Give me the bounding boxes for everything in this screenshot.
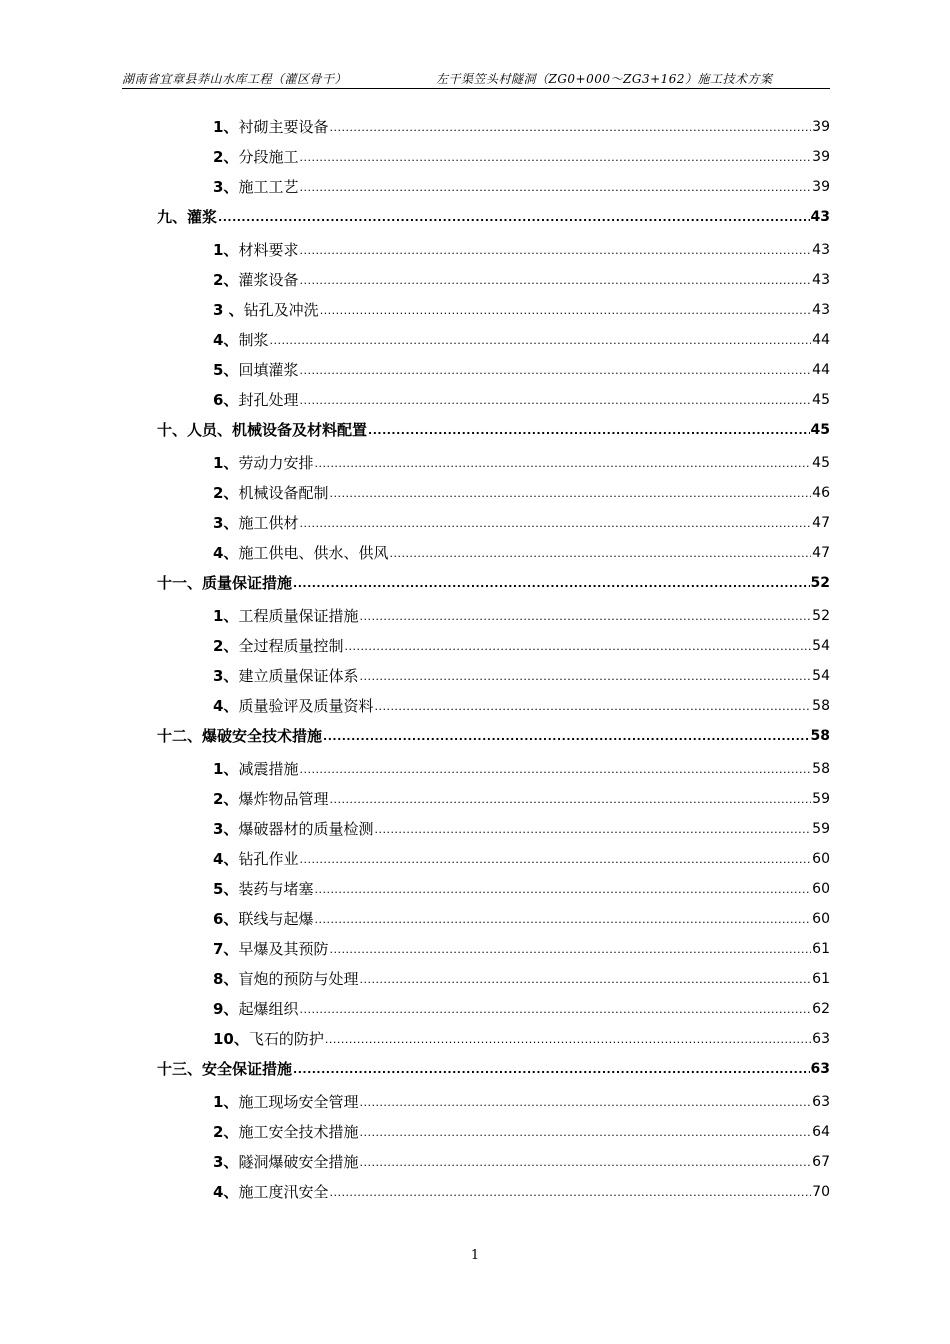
toc-section-entry[interactable] <box>213 635 830 657</box>
toc-entry-page: 61 <box>812 971 830 987</box>
toc-entry-number: 5、 <box>213 880 239 898</box>
toc-entry-number: 7、 <box>213 940 239 958</box>
toc-section-entry[interactable] <box>213 1181 830 1203</box>
header-document-title: 左干渠笠头村隧洞（ZG0+000～ZG3+162）施工技术方案 <box>436 72 773 86</box>
toc-entry-number: 2、 <box>213 1123 239 1141</box>
toc-leader-dots <box>344 637 811 657</box>
toc-leader-dots <box>299 391 811 411</box>
toc-leader-dots <box>359 1093 811 1113</box>
toc-section-entry[interactable] <box>213 389 830 411</box>
toc-entry-title: 施工供电、供水、供风 <box>238 544 389 562</box>
toc-entry-title: 钻孔作业 <box>238 850 299 868</box>
toc-entry-page: 67 <box>812 1154 830 1170</box>
toc-entry-title: 隧洞爆破安全措施 <box>238 1153 359 1171</box>
toc-leader-dots <box>299 850 811 870</box>
toc-entry-number: 2、 <box>213 271 239 289</box>
toc-chapter-entry[interactable] <box>157 725 830 747</box>
toc-entry-title: 工程质量保证措施 <box>238 607 359 625</box>
toc-entry-number: 3、 <box>213 820 239 838</box>
toc-entry-page: 45 <box>812 392 830 408</box>
toc-section-entry[interactable] <box>213 788 830 810</box>
toc-leader-dots <box>359 1123 811 1143</box>
toc-leader-dots <box>359 1153 811 1173</box>
toc-entry-number: 8、 <box>213 970 239 988</box>
toc-entry-page: 44 <box>812 362 830 378</box>
toc-entry-title: 联线与起爆 <box>238 910 314 928</box>
toc-entry-page: 60 <box>812 911 830 927</box>
toc-section-entry[interactable] <box>213 605 830 627</box>
toc-entry-page: 54 <box>812 638 830 654</box>
toc-section-entry[interactable] <box>213 542 830 564</box>
toc-leader-dots <box>299 241 811 261</box>
toc-entry-page: 39 <box>812 149 830 165</box>
toc-entry-page: 43 <box>812 242 830 258</box>
toc-section-entry[interactable] <box>213 848 830 870</box>
toc-section-entry[interactable] <box>213 452 830 474</box>
toc-entry-page: 70 <box>812 1184 830 1200</box>
toc-entry-page: 45 <box>812 455 830 471</box>
toc-entry-page: 46 <box>812 485 830 501</box>
toc-section-entry[interactable] <box>213 1028 830 1050</box>
toc-entry-title: 施工现场安全管理 <box>238 1093 359 1111</box>
toc-entry-title: 盲炮的预防与处理 <box>238 970 359 988</box>
toc-entry-page: 58 <box>810 728 830 744</box>
toc-entry-page: 43 <box>812 272 830 288</box>
toc-entry-title: 机械设备配制 <box>238 484 329 502</box>
toc-entry-title: 人员、机械设备及材料配置 <box>187 421 368 439</box>
toc-entry-page: 59 <box>812 791 830 807</box>
running-header <box>122 68 830 89</box>
toc-section-entry[interactable] <box>213 1151 830 1173</box>
toc-leader-dots <box>389 544 811 564</box>
toc-entry-title: 衬砌主要设备 <box>238 118 329 136</box>
toc-entry-title: 爆破安全技术措施 <box>202 727 323 745</box>
toc-entry-number: 3、 <box>213 178 239 196</box>
toc-entry-title: 灌浆设备 <box>238 271 299 289</box>
toc-chapter-entry[interactable] <box>157 1058 830 1080</box>
toc-leader-dots <box>323 727 809 747</box>
toc-leader-dots <box>299 271 811 291</box>
toc-section-entry[interactable] <box>213 299 830 321</box>
toc-leader-dots <box>314 454 811 474</box>
toc-entry-page: 54 <box>812 668 830 684</box>
toc-entry-title: 封孔处理 <box>238 391 299 409</box>
toc-leader-dots <box>359 970 811 990</box>
toc-entry-page: 63 <box>812 1031 830 1047</box>
toc-section-entry[interactable] <box>213 1121 830 1143</box>
toc-leader-dots <box>218 208 809 228</box>
toc-entry-title: 制浆 <box>238 331 269 349</box>
toc-entry-number: 3、 <box>213 667 239 685</box>
toc-entry-number: 十二、 <box>157 727 203 745</box>
toc-entry-page: 63 <box>810 1061 830 1077</box>
toc-section-entry[interactable] <box>213 878 830 900</box>
toc-entry-title: 灌浆 <box>187 208 218 226</box>
toc-leader-dots <box>269 331 811 351</box>
toc-section-entry[interactable] <box>213 665 830 687</box>
toc-entry-page: 60 <box>812 851 830 867</box>
toc-leader-dots <box>359 667 811 687</box>
toc-entry-number: 5、 <box>213 361 239 379</box>
toc-entry-page: 47 <box>812 545 830 561</box>
toc-entry-number: 十、 <box>157 421 188 439</box>
toc-entry-number: 2、 <box>213 484 239 502</box>
toc-entry-number: 6、 <box>213 910 239 928</box>
toc-section-entry[interactable] <box>213 968 830 990</box>
toc-leader-dots <box>314 880 811 900</box>
toc-entry-number: 十三、 <box>157 1060 203 1078</box>
toc-entry-page: 39 <box>812 119 830 135</box>
toc-leader-dots <box>329 484 811 504</box>
toc-entry-number: 1、 <box>213 760 239 778</box>
toc-section-entry[interactable] <box>213 998 830 1020</box>
toc-entry-title: 减震措施 <box>238 760 299 778</box>
toc-section-entry[interactable] <box>213 818 830 840</box>
toc-leader-dots <box>329 1183 811 1203</box>
toc-leader-dots <box>293 574 809 594</box>
toc-entry-number: 4、 <box>213 850 239 868</box>
toc-entry-page: 43 <box>812 302 830 318</box>
toc-chapter-entry[interactable] <box>157 572 830 594</box>
toc-leader-dots <box>374 820 811 840</box>
toc-section-entry[interactable] <box>213 329 830 351</box>
toc-entry-page: 45 <box>810 422 830 438</box>
toc-entry-number: 2、 <box>213 637 239 655</box>
toc-entry-number: 4、 <box>213 331 239 349</box>
toc-entry-page: 59 <box>812 821 830 837</box>
toc-entry-title: 施工供材 <box>238 514 299 532</box>
toc-entry-title: 劳动力安排 <box>238 454 314 472</box>
toc-entry-title: 起爆组织 <box>238 1000 299 1018</box>
toc-entry-number: 1、 <box>213 241 239 259</box>
header-project-name: 湖南省宜章县莽山水库工程（灌区骨干） <box>122 72 348 86</box>
toc-section-entry[interactable] <box>213 482 830 504</box>
toc-entry-title: 钻孔及冲洗 <box>243 301 319 319</box>
toc-section-entry[interactable] <box>213 695 830 717</box>
toc-chapter-entry[interactable] <box>157 419 830 441</box>
toc-entry-page: 52 <box>810 575 830 591</box>
toc-entry-page: 62 <box>812 1001 830 1017</box>
toc-entry-number: 10、 <box>213 1030 249 1048</box>
toc-entry-number: 1、 <box>213 454 239 472</box>
toc-entry-title: 质量保证措施 <box>202 574 293 592</box>
toc-entry-number: 1、 <box>213 607 239 625</box>
toc-entry-number: 6、 <box>213 391 239 409</box>
toc-entry-title: 早爆及其预防 <box>238 940 329 958</box>
toc-entry-number: 4、 <box>213 544 239 562</box>
toc-section-entry[interactable] <box>213 758 830 780</box>
toc-entry-number: 1、 <box>213 118 239 136</box>
toc-leader-dots <box>325 1030 811 1050</box>
toc-entry-page: 63 <box>812 1094 830 1110</box>
toc-entry-number: 1、 <box>213 1093 239 1111</box>
toc-entry-title: 安全保证措施 <box>202 1060 293 1078</box>
toc-entry-number: 4、 <box>213 1183 239 1201</box>
toc-entry-title: 爆炸物品管理 <box>238 790 329 808</box>
toc-entry-title: 材料要求 <box>238 241 299 259</box>
toc-section-entry[interactable] <box>213 116 830 138</box>
toc-entry-title: 分段施工 <box>238 148 299 166</box>
toc-entry-number: 十一、 <box>157 574 203 592</box>
toc-entry-number: 3、 <box>213 514 239 532</box>
toc-entry-page: 44 <box>812 332 830 348</box>
toc-leader-dots <box>368 421 809 441</box>
toc-chapter-entry[interactable] <box>157 206 830 228</box>
toc-entry-title: 全过程质量控制 <box>238 637 344 655</box>
toc-leader-dots <box>314 910 811 930</box>
toc-entry-title: 装药与堵塞 <box>238 880 314 898</box>
toc-section-entry[interactable] <box>213 146 830 168</box>
toc-leader-dots <box>359 607 811 627</box>
toc-entry-number: 3、 <box>213 1153 239 1171</box>
toc-section-entry[interactable] <box>213 239 830 261</box>
toc-entry-number: 3 、 <box>213 301 244 319</box>
page-number: 1 <box>470 1248 480 1263</box>
toc-entry-page: 64 <box>812 1124 830 1140</box>
toc-leader-dots <box>329 940 811 960</box>
toc-leader-dots <box>293 1060 809 1080</box>
toc-entry-number: 2、 <box>213 148 239 166</box>
toc-entry-number: 9、 <box>213 1000 239 1018</box>
toc-leader-dots <box>299 514 811 534</box>
toc-entry-page: 58 <box>812 761 830 777</box>
toc-leader-dots <box>299 361 811 381</box>
toc-entry-title: 建立质量保证体系 <box>238 667 359 685</box>
toc-entry-number: 九、 <box>157 208 188 226</box>
toc-entry-page: 43 <box>810 209 830 225</box>
toc-entry-title: 爆破器材的质量检测 <box>238 820 374 838</box>
toc-section-entry[interactable] <box>213 269 830 291</box>
toc-entry-number: 2、 <box>213 790 239 808</box>
toc-leader-dots <box>299 178 811 198</box>
toc-entry-page: 52 <box>812 608 830 624</box>
toc-entry-title: 飞石的防护 <box>248 1030 324 1048</box>
toc-entry-title: 回填灌浆 <box>238 361 299 379</box>
toc-entry-title: 施工度汛安全 <box>238 1183 329 1201</box>
toc-leader-dots <box>299 148 811 168</box>
toc-section-entry[interactable] <box>213 359 830 381</box>
toc-entry-title: 质量验评及质量资料 <box>238 697 374 715</box>
toc-leader-dots <box>299 1000 811 1020</box>
toc-entry-title: 施工工艺 <box>238 178 299 196</box>
toc-entry-page: 39 <box>812 179 830 195</box>
toc-entry-page: 60 <box>812 881 830 897</box>
toc-section-entry[interactable] <box>213 1091 830 1113</box>
toc-entry-page: 47 <box>812 515 830 531</box>
toc-section-entry[interactable] <box>213 512 830 534</box>
toc-leader-dots <box>299 760 811 780</box>
toc-leader-dots <box>320 301 811 321</box>
toc-leader-dots <box>374 697 811 717</box>
toc-entry-page: 58 <box>812 698 830 714</box>
toc-section-entry[interactable] <box>213 908 830 930</box>
toc-entry-number: 4、 <box>213 697 239 715</box>
toc-entry-title: 施工安全技术措施 <box>238 1123 359 1141</box>
toc-leader-dots <box>329 790 811 810</box>
toc-section-entry[interactable] <box>213 938 830 960</box>
toc-leader-dots <box>329 118 811 138</box>
toc-entry-page: 61 <box>812 941 830 957</box>
toc-section-entry[interactable] <box>213 176 830 198</box>
